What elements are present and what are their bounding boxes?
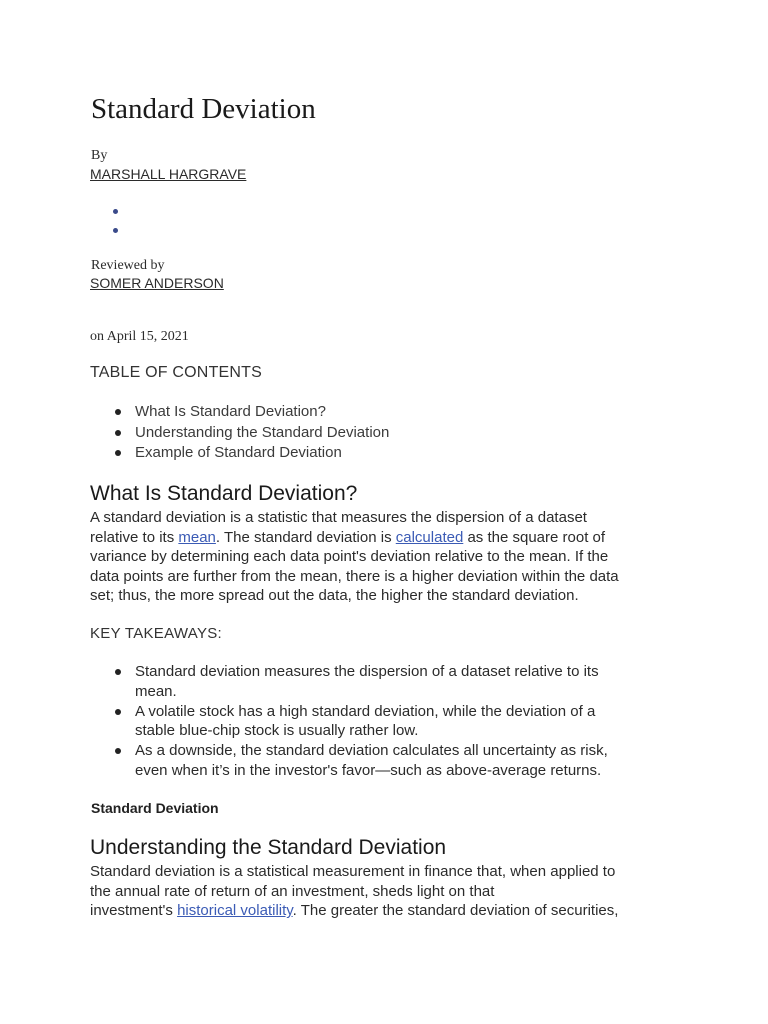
link-historical-volatility[interactable]: historical volatility xyxy=(177,902,293,920)
takeaway-line: stable blue-chip stock is usually rather low. xyxy=(135,722,419,739)
paragraph-line: the annual rate of return of an investment, sheds light on that xyxy=(90,882,495,900)
takeaway-item xyxy=(90,662,608,701)
section1-paragraph xyxy=(90,508,680,606)
toc-title: TABLE OF CONTENTS xyxy=(90,364,263,381)
text-run: investment's xyxy=(90,902,178,920)
paragraph-line: data points are further from the mean, there is a higher deviation within the data xyxy=(90,567,619,585)
toc-item-what-is[interactable]: What Is Standard Deviation? xyxy=(90,402,389,423)
paragraph-line xyxy=(90,528,680,548)
key-takeaways-list xyxy=(90,662,608,781)
author-link[interactable]: MARSHALL HARGRAVE xyxy=(90,166,247,182)
section-heading-understanding: Understanding the Standard Deviation xyxy=(90,836,447,859)
text-run: as the square root of xyxy=(463,528,606,546)
section2-paragraph xyxy=(90,862,680,921)
reviewed-by-label: Reviewed by xyxy=(91,258,165,273)
paragraph-line: Standard deviation is a statistical measurement in finance that, when applied to xyxy=(90,863,616,880)
link-mean[interactable]: mean xyxy=(178,528,216,546)
page-title: Standard Deviation xyxy=(91,93,316,125)
paragraph-line: A standard deviation is a statistic that measures the dispersion of a dataset xyxy=(90,509,587,526)
takeaway-line: A volatile stock has a high standard deviation, while the deviation of a xyxy=(135,702,596,720)
by-label: By xyxy=(91,148,108,163)
takeaway-line: mean. xyxy=(135,682,177,700)
toc-item-understanding[interactable]: Understanding the Standard Deviation xyxy=(90,423,389,444)
paragraph-line xyxy=(90,901,680,921)
paragraph-line: set; thus, the more spread out the data, the higher the standard deviation. xyxy=(90,587,579,605)
section-heading-what-is: What Is Standard Deviation? xyxy=(90,482,358,505)
text-run: . The standard deviation is xyxy=(215,528,396,546)
table-of-contents xyxy=(90,402,389,464)
video-label: Standard Deviation xyxy=(91,800,219,816)
key-takeaways-title: KEY TAKEAWAYS: xyxy=(90,625,223,642)
reviewer-link[interactable]: SOMER ANDERSON xyxy=(90,275,224,291)
paragraph-line: variance by determining each data point's deviation relative to the mean. If the xyxy=(90,548,609,566)
takeaway-line: Standard deviation measures the dispersion of a dataset relative to its xyxy=(135,663,599,680)
takeaway-line: even when it’s in the investor's favor—such as above-average returns. xyxy=(135,761,602,779)
text-run: relative to its xyxy=(90,528,179,546)
takeaway-line: As a downside, the standard deviation calculates all uncertainty as risk, xyxy=(135,742,608,759)
social-share-bullet[interactable] xyxy=(113,228,118,233)
link-calculated[interactable]: calculated xyxy=(395,528,464,546)
social-share-bullet[interactable] xyxy=(113,209,118,214)
text-run: . The greater the standard deviation of securities, xyxy=(292,902,619,920)
takeaway-item xyxy=(90,702,608,741)
publish-date: on April 15, 2021 xyxy=(90,329,189,344)
takeaway-item xyxy=(90,741,608,780)
toc-item-example[interactable]: Example of Standard Deviation xyxy=(90,443,389,464)
